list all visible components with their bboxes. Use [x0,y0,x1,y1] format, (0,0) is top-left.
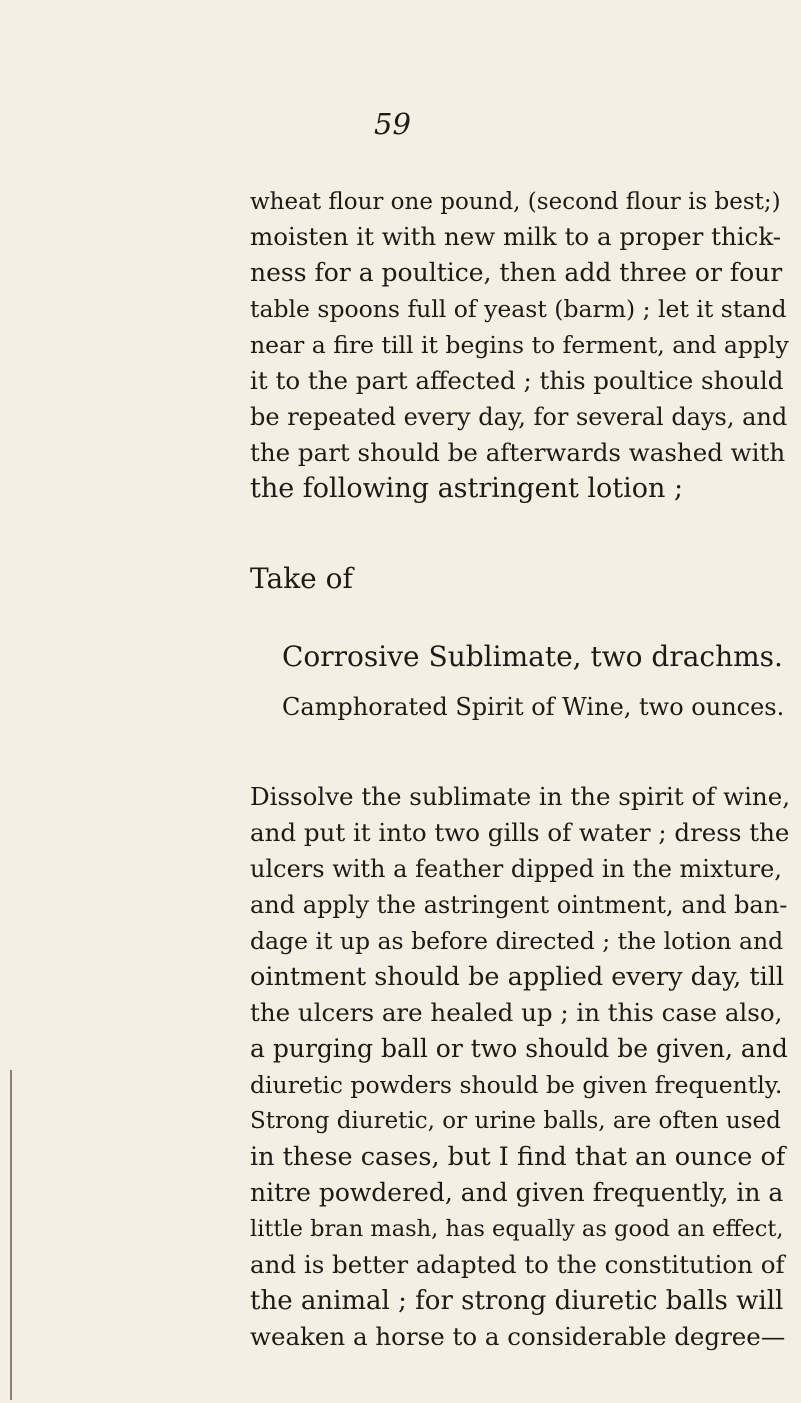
paragraph-1-line: wheat flour one pound, (second flour is best;) [250,189,781,215]
recipe-item: Camphorated Spirit of Wine, two ounces. [282,693,785,721]
paragraph-2-line: ulcers with a feather dipped in the mixture, [250,855,782,883]
paragraph-1-line: it to the part affected ; this poultice should [250,366,784,395]
recipe-item: Corrosive Sublimate, two drachms. [282,640,783,673]
paragraph-2-line: the ulcers are healed up ; in this case also, [250,998,783,1027]
paragraph-2-line: and apply the astringent ointment, and ban- [250,891,788,919]
paragraph-2-line: a purging ball or two should be given, and [250,1034,788,1063]
paragraph-2-line: nitre powdered, and given frequently, in a [250,1178,784,1207]
paragraph-2-line: Dissolve the sublimate in the spirit of wine, [250,782,790,811]
binding-edge-rule [10,1070,12,1400]
paragraph-1-line: table spoons full of yeast (barm) ; let it stand [250,295,787,323]
paragraph-2-line: little bran mash, has equally as good an effect, [250,1216,784,1242]
recipe-heading: Take of [250,562,353,595]
paragraph-2-line: diuretic powders should be given frequently. [250,1071,783,1099]
paragraph-1-line: near a fire till it begins to ferment, and apply [250,331,789,359]
paragraph-2-line: Strong diuretic, or urine balls, are often used [250,1108,781,1134]
paragraph-2-line: weaken a horse to a considerable degree— [250,1322,786,1351]
paragraph-2-line: ointment should be applied every day, till [250,962,785,992]
paragraph-1-line: the following astringent lotion ; [250,473,684,504]
paragraph-2-line: and put it into two gills of water ; dress the [250,818,790,847]
page-number: 59 [374,107,411,141]
paragraph-2-line: dage it up as before directed ; the lotion and [250,927,784,955]
paragraph-2-line: in these cases, but I find that an ounce of [250,1142,786,1172]
paragraph-1-line: be repeated every day, for several days, and [250,403,788,431]
paragraph-1-line: ness for a poultice, then add three or four [250,258,783,287]
paragraph-2-line: and is better adapted to the constitution of [250,1250,785,1279]
paragraph-1-line: the part should be afterwards washed with [250,438,786,467]
paragraph-1-line: moisten it with new milk to a proper thick- [250,222,782,251]
paragraph-2-line: the animal ; for strong diuretic balls will [250,1286,784,1316]
